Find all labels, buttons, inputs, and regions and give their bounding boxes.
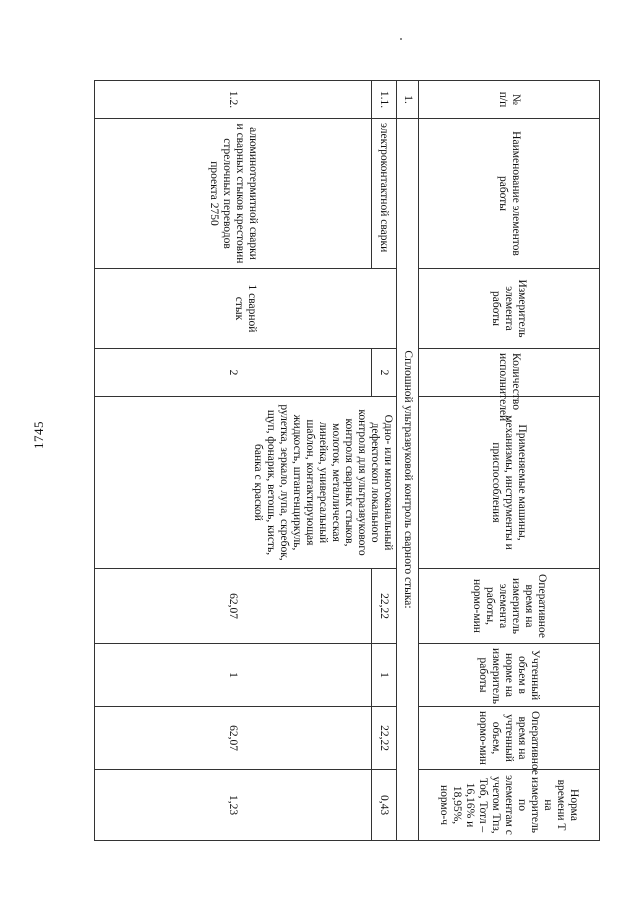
row-op-time: 62,07 <box>95 569 372 644</box>
norms-table <box>94 80 600 841</box>
row-volume: 1 <box>95 644 372 707</box>
row-name: электроконтактной сварки <box>372 119 397 269</box>
row-unit: 1 сварной стык <box>95 269 397 349</box>
row-norm: 1,23 <box>95 770 372 841</box>
section-num: 1. <box>397 81 419 119</box>
scan-speck <box>400 38 402 40</box>
row-num: 1.1. <box>372 81 397 119</box>
header-tools: Применяемые машины, механизмы, инструменты и приспособления <box>419 397 600 569</box>
header-norm: Норма времени Т на измеритель по элементам с учетом Тпз, Тоб, Тотл – 16,16% и 18,95%, нормо-ч <box>419 770 600 841</box>
row-executors: 2 <box>95 349 372 397</box>
row-name: алюминотермитной сварки и сварных стыков крестовин стрелочных переводов проекта 2750 <box>95 119 372 269</box>
row-tools: Одно- или многоканальный дефектоскоп локального контроля для ультразвукового контроля сварных стыков, молоток, металлическая линейка, универсальный шаблон, контактирующая жидкость, штангенциркуль, рулетка, зеркало, лупа, скребок, щуп, фонарик, ветошь, кисть, банка с краской <box>95 397 397 569</box>
row-op-time: 22,22 <box>372 569 397 644</box>
row-volume: 1 <box>372 644 397 707</box>
section-title: Сплошной ультразвуковой контроль сварного стыка: <box>397 119 419 841</box>
header-name: Наименование элементов работы <box>419 119 600 269</box>
header-executors: Количество исполнителей <box>419 349 600 397</box>
row-num: 1.2. <box>95 81 372 119</box>
header-op-time-volume: Оперативное время на учтенный объем, нормо-мин <box>419 707 600 770</box>
row-op-time-volume: 62,07 <box>95 707 372 770</box>
row-norm: 0,43 <box>372 770 397 841</box>
header-num: № п/п <box>419 81 600 119</box>
header-row <box>419 81 600 841</box>
page-number: 1745 <box>31 421 46 449</box>
row-executors: 2 <box>372 349 397 397</box>
table-row <box>372 81 397 841</box>
row-op-time-volume: 22,22 <box>372 707 397 770</box>
header-volume: Учтенный объем в норме на измеритель работы <box>419 644 600 707</box>
norms-table-sheet <box>70 80 600 840</box>
section-row <box>397 81 419 841</box>
header-unit: Измеритель элемента работы <box>419 269 600 349</box>
header-op-time: Оперативное время на измеритель элемента работы, нормо-мин <box>419 569 600 644</box>
